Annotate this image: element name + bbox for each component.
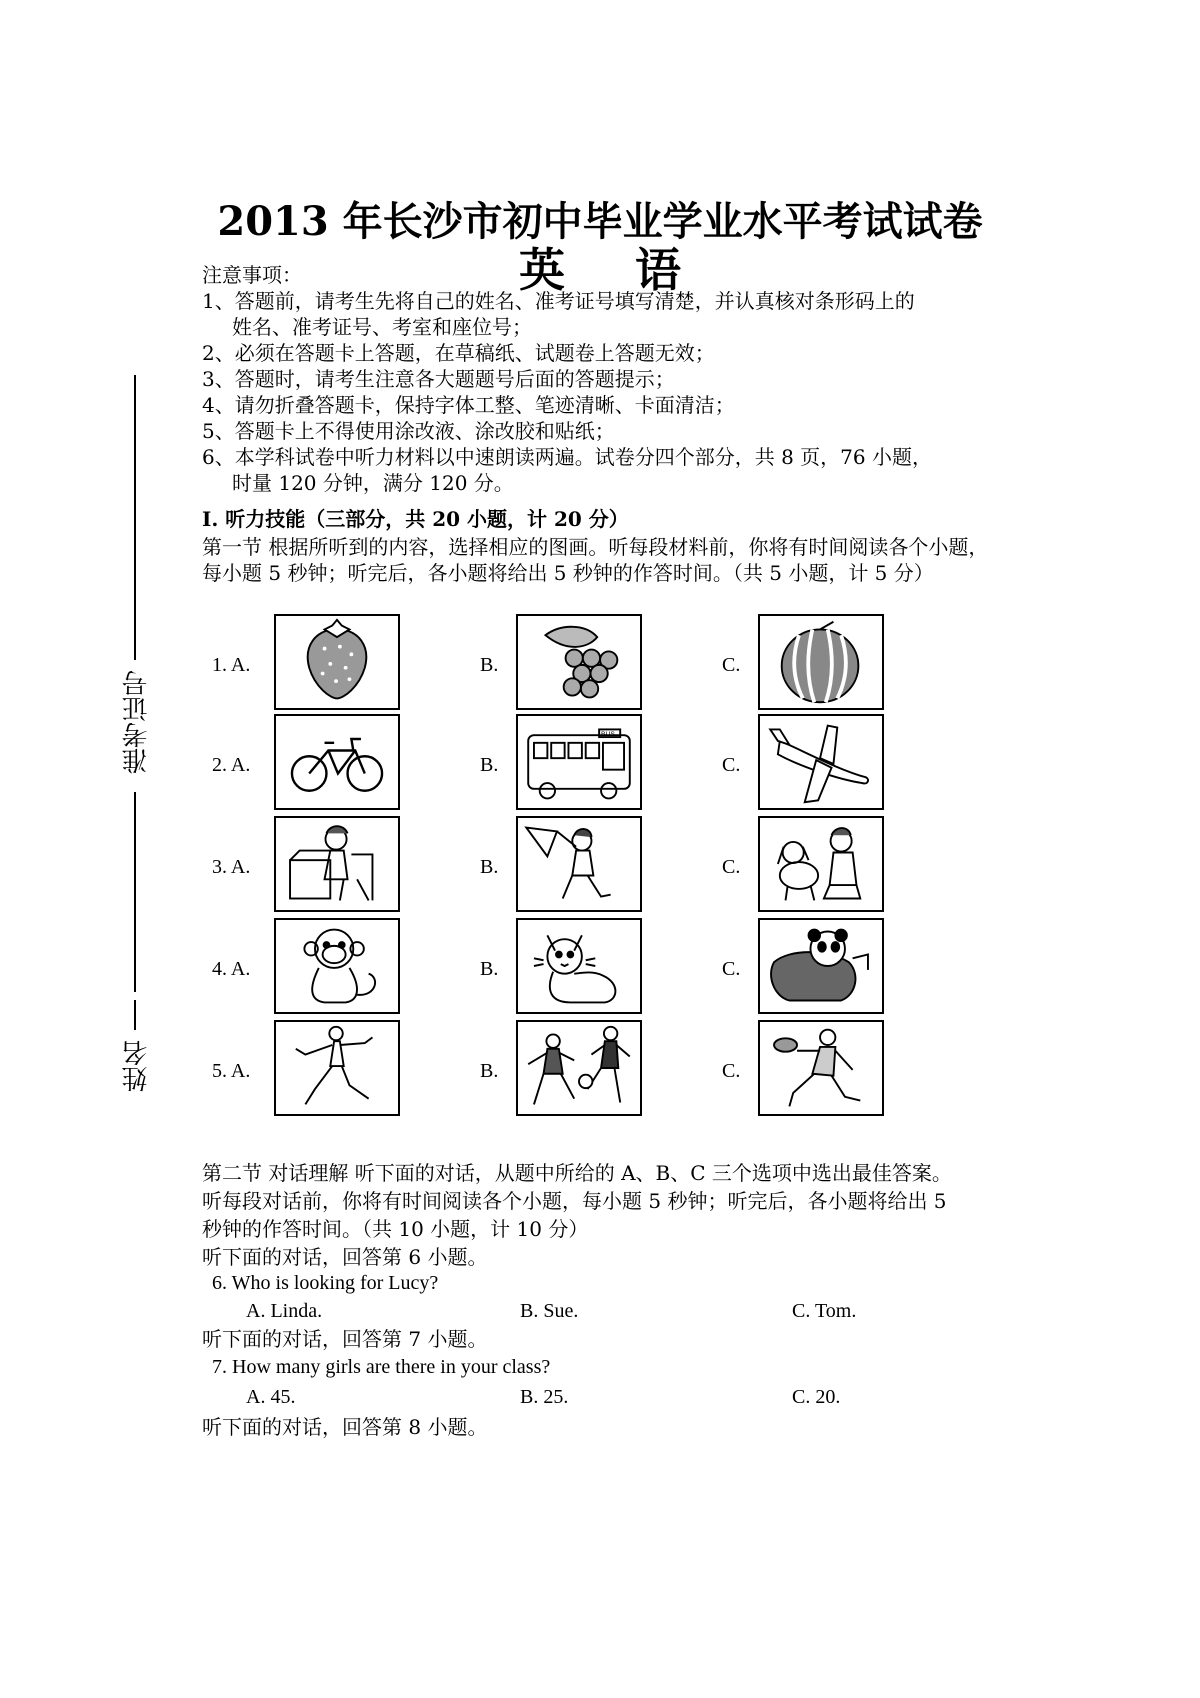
note-5: 5、答题卡上不得使用涂改液、涂改胶和贴纸； [202, 419, 615, 443]
bus-sign-text: BUS [601, 731, 615, 739]
name-label: 姓名 [122, 1040, 152, 1092]
bicycle-icon [274, 714, 400, 810]
q5-a-label: 5. A. [212, 1060, 251, 1082]
q3-c-label: C. [722, 856, 741, 878]
q1-b-label: B. [480, 654, 499, 676]
q7-intro: 听下面的对话，回答第 7 小题。 [202, 1327, 488, 1351]
part2-instructions-1: 第二节 对话理解 听下面的对话，从题中所给的 A、B、C 三个选项中选出最佳答案。 [202, 1161, 952, 1185]
q2-c-label: C. [722, 754, 741, 776]
q7-option-b: B. 25. [520, 1386, 569, 1408]
name-line [134, 1000, 136, 1030]
q1-a-label: 1. A. [212, 654, 251, 676]
boy-with-dog-icon [758, 816, 884, 912]
note-4: 4、请勿折叠答题卡，保持字体工整、笔迹清晰、卡面清洁； [202, 393, 735, 417]
q1-c-label: C. [722, 654, 741, 676]
soccer-players-icon [516, 1020, 642, 1116]
q7-option-a: A. 45. [246, 1386, 296, 1408]
q6-stem: 6. Who is looking for Lucy? [212, 1272, 439, 1294]
q7-stem: 7. How many girls are there in your class? [212, 1356, 551, 1378]
q6-intro: 听下面的对话，回答第 6 小题。 [202, 1245, 488, 1269]
watermelon-icon [758, 614, 884, 710]
note-1-cont: 姓名、准考证号、考室和座位号； [232, 315, 532, 339]
q6-option-a: A. Linda. [246, 1300, 323, 1322]
part2-instructions-3: 秒钟的作答时间。（共 10 小题，计 10 分） [202, 1217, 589, 1241]
panda-icon [758, 918, 884, 1014]
part1-instructions-2: 每小题 5 秒钟；听完后，各小题将给出 5 秒钟的作答时间。（共 5 小题，计 5 分） [202, 561, 934, 585]
exam-number-label: 准考证号 [122, 670, 152, 774]
q4-b-label: B. [480, 958, 499, 980]
q6-option-b: B. Sue. [520, 1300, 579, 1322]
q8-intro: 听下面的对话，回答第 8 小题。 [202, 1415, 488, 1439]
monkey-icon [274, 918, 400, 1014]
q6-option-c: C. Tom. [792, 1300, 857, 1322]
boy-writing-icon [274, 816, 400, 912]
q2-b-label: B. [480, 754, 499, 776]
q7-option-c: C. 20. [792, 1386, 841, 1408]
q4-a-label: 4. A. [212, 958, 251, 980]
strawberry-icon [274, 614, 400, 710]
subject-title: 英语 [519, 243, 751, 297]
boy-flying-kite-icon [516, 816, 642, 912]
exam-number-line-top [134, 375, 136, 660]
notes-heading: 注意事项： [202, 263, 302, 287]
rugby-player-icon [758, 1020, 884, 1116]
q3-b-label: B. [480, 856, 499, 878]
note-3: 3、答题时，请考生注意各大题题号后面的答题提示； [202, 367, 675, 391]
note-6: 6、本学科试卷中听力材料以中速朗读两遍。试卷分四个部分，共 8 页，76 小题， [202, 445, 932, 469]
cat-icon [516, 918, 642, 1014]
note-6-cont: 时量 120 分钟，满分 120 分。 [232, 471, 514, 495]
q3-a-label: 3. A. [212, 856, 251, 878]
q2-a-label: 2. A. [212, 754, 251, 776]
grapes-icon [516, 614, 642, 710]
exam-number-line-bottom [134, 792, 136, 992]
q5-b-label: B. [480, 1060, 499, 1082]
part2-instructions-2: 听每段对话前，你将有时间阅读各个小题，每小题 5 秒钟；听完后，各小题将给出 5 [202, 1189, 947, 1213]
q4-c-label: C. [722, 958, 741, 980]
part1-instructions-1: 第一节 根据所听到的内容，选择相应的图画。听每段材料前，你将有时间阅读各个小题， [202, 535, 989, 559]
bus-icon [516, 714, 642, 810]
page-title: 2013 年长沙市初中毕业学业水平考试试卷 [217, 198, 983, 245]
note-1: 1、答题前，请考生先将自己的姓名、准考证号填写清楚，并认真核对条形码上的 [202, 289, 915, 313]
runner-icon [274, 1020, 400, 1116]
section-heading: I. 听力技能（三部分，共 20 小题，计 20 分） [202, 507, 629, 531]
q5-c-label: C. [722, 1060, 741, 1082]
note-2: 2、必须在答题卡上答题，在草稿纸、试题卷上答题无效； [202, 341, 715, 365]
airplane-icon [758, 714, 884, 810]
